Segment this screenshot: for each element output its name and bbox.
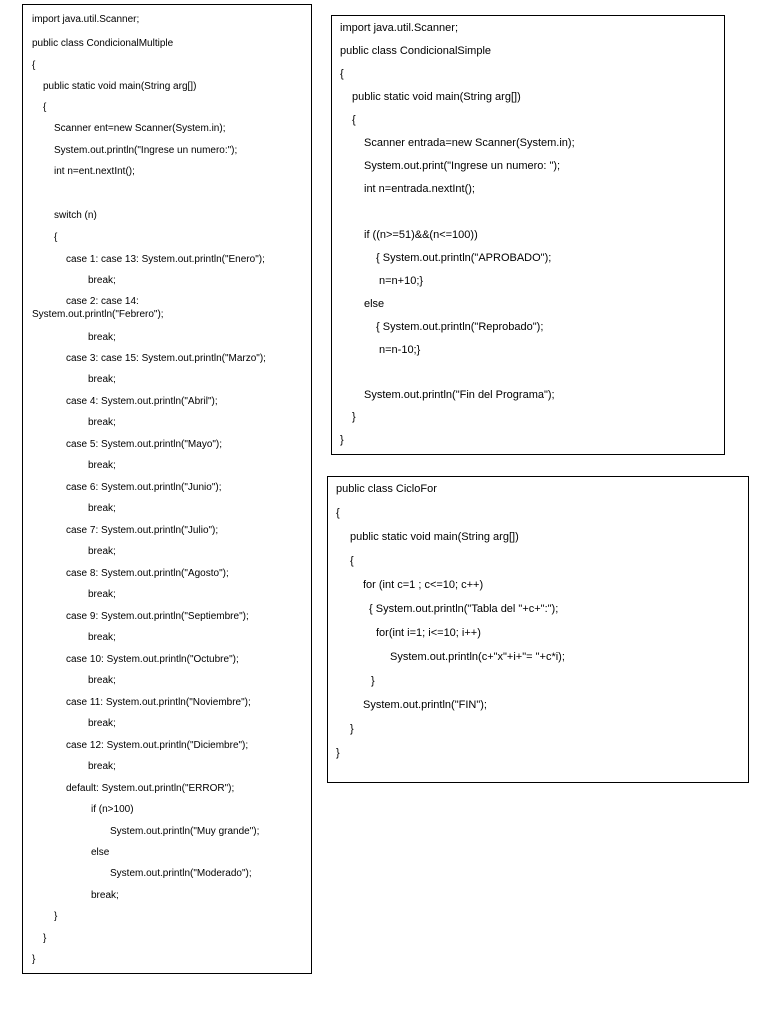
code-line: break; (88, 275, 116, 286)
code-line: System.out.println("Muy grande"); (110, 826, 260, 837)
code-line: { (54, 232, 58, 243)
code-line: if ((n>=51)&&(n<=100)) (364, 229, 478, 241)
code-line: import java.util.Scanner; (340, 22, 458, 34)
code-line: n=n+10;} (379, 275, 424, 287)
code-box-ciclo-for (327, 476, 749, 783)
code-line: System.out.println("FIN"); (363, 699, 487, 711)
code-line: } (340, 434, 344, 446)
code-line: } (54, 911, 58, 922)
code-line: public class CicloFor (336, 483, 437, 495)
code-line: int n=entrada.nextInt(); (364, 183, 475, 195)
code-line: else (91, 847, 110, 858)
code-line: } (371, 675, 375, 687)
code-line: case 11: System.out.println("Noviembre"); (66, 697, 251, 708)
code-box-condicional-simple (331, 15, 725, 455)
code-line: case 10: System.out.println("Octubre"); (66, 654, 239, 665)
code-line: break; (88, 374, 116, 385)
code-line: if (n>100) (91, 804, 134, 815)
code-line: public class CondicionalMultiple (32, 38, 174, 49)
code-line: break; (88, 761, 116, 772)
code-line: { System.out.println("Reprobado"); (376, 321, 544, 333)
code-line: break; (88, 460, 116, 471)
code-line: case 4: System.out.println("Abril"); (66, 396, 218, 407)
code-line: { (32, 60, 36, 71)
code-line: public static void main(String arg[]) (350, 531, 519, 543)
code-line: n=n-10;} (379, 344, 421, 356)
code-line: { (350, 555, 354, 567)
code-line: else (364, 298, 385, 310)
code-line: case 1: case 13: System.out.println("Enero"); (66, 254, 265, 265)
code-line: for (int c=1 ; c<=10; c++) (363, 579, 484, 591)
code-line: break; (91, 890, 119, 901)
code-line: { (336, 507, 340, 519)
code-line: } (32, 954, 36, 965)
code-line: break; (88, 503, 116, 514)
code-line: case 3: case 15: System.out.println("Marzo"); (66, 353, 266, 364)
code-line: } (352, 411, 356, 423)
code-line: { (352, 114, 356, 126)
code-line: case 2: case 14: (66, 296, 139, 307)
code-line: break; (88, 589, 116, 600)
code-line: Scanner ent=new Scanner(System.in); (54, 123, 226, 134)
code-line: import java.util.Scanner; (32, 14, 140, 25)
code-line: } (43, 933, 47, 944)
code-line: System.out.print("Ingrese un numero: "); (364, 160, 561, 172)
code-line: break; (88, 675, 116, 686)
code-line: break; (88, 718, 116, 729)
code-line: { System.out.println("APROBADO"); (376, 252, 552, 264)
code-line: public class CondicionalSimple (340, 45, 492, 57)
code-line: Scanner entrada=new Scanner(System.in); (364, 137, 575, 149)
code-line: int n=ent.nextInt(); (54, 166, 135, 177)
code-line: public static void main(String arg[]) (43, 81, 197, 92)
code-line: { (43, 102, 47, 113)
code-line: case 6: System.out.println("Junio"); (66, 482, 222, 493)
code-line: break; (88, 546, 116, 557)
code-line: switch (n) (54, 210, 97, 221)
code-line: public static void main(String arg[]) (352, 91, 521, 103)
code-line: case 8: System.out.println("Agosto"); (66, 568, 229, 579)
code-line: case 12: System.out.println("Diciembre"); (66, 740, 249, 751)
code-line: case 5: System.out.println("Mayo"); (66, 439, 223, 450)
code-line: break; (88, 632, 116, 643)
code-line: case 9: System.out.println("Septiembre"); (66, 611, 249, 622)
code-line: { System.out.println("Tabla del "+c+":"); (369, 603, 559, 615)
code-line: case 7: System.out.println("Julio"); (66, 525, 219, 536)
code-line: System.out.println("Moderado"); (110, 868, 252, 879)
code-line: System.out.println("Fin del Programa"); (364, 389, 555, 401)
code-line: } (336, 747, 340, 759)
code-line: break; (88, 332, 116, 343)
code-line: default: System.out.println("ERROR"); (66, 783, 235, 794)
code-line: { (340, 68, 344, 80)
code-line: } (350, 723, 354, 735)
code-line: System.out.println(c+"x"+i+"= "+c*i); (390, 651, 565, 663)
code-line: for(int i=1; i<=10; i++) (376, 627, 481, 639)
code-line: break; (88, 417, 116, 428)
code-line: System.out.println("Febrero"); (32, 309, 164, 320)
code-box-condicional-multiple (22, 4, 312, 974)
code-line: System.out.println("Ingrese un numero:"); (54, 145, 238, 156)
